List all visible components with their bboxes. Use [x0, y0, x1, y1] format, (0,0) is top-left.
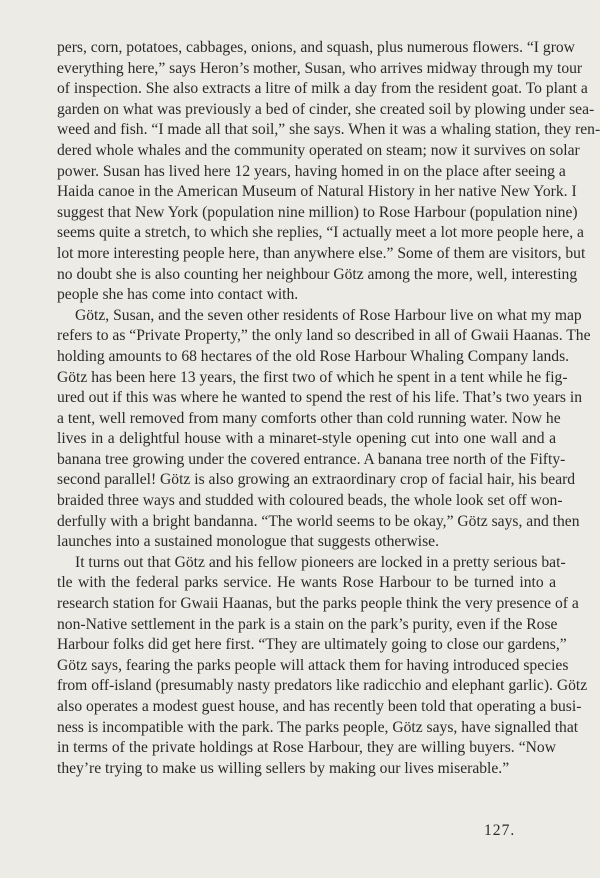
text-line: of inspection. She also extracts a litre of milk a day from the resident goat. To plant a	[57, 80, 588, 98]
text-line: It turns out that Götz and his fellow pioneers are locked in a pretty serious bat-	[75, 553, 566, 571]
text-line: lives in a delightful house with a minaret-style opening cut into one wall and a	[57, 430, 556, 448]
text-line: seems quite a stretch, to which she replies, “I actually meet a lot more people here, a	[57, 224, 584, 242]
text-line: garden on what was previously a bed of cinder, she created soil by plowing under sea-	[57, 100, 595, 118]
text-line: launches into a sustained monologue that suggests otherwise.	[57, 533, 439, 551]
text-line: from off-island (presumably nasty predators like radicchio and elephant garlic). Götz	[57, 677, 588, 695]
text-line: dered whole whales and the community operated on steam; now it survives on solar	[57, 141, 580, 159]
text-line: Götz, Susan, and the seven other residents of Rose Harbour live on what my map	[75, 306, 582, 324]
text-line: everything here,” says Heron’s mother, Susan, who arrives midway through my tour	[57, 59, 583, 77]
text-line: refers to as “Private Property,” the only land so described in all of Gwaii Haanas. The	[57, 327, 591, 345]
page-number-value: 127	[484, 822, 511, 839]
page-number-dot: .	[510, 822, 516, 839]
text-line: Harbour folks did get here first. “They are ultimately going to close our gardens,”	[57, 636, 567, 654]
text-line: tle with the federal parks service. He wants Rose Harbour to be turned into a	[57, 574, 556, 592]
text-line: research station for Gwaii Haanas, but the parks people think the very presence of a	[57, 595, 579, 613]
text-line: Götz says, fearing the parks people will attack them for having introduced species	[57, 656, 569, 674]
text-line: ness is incompatible with the park. The parks people, Götz says, have signalled that	[57, 718, 579, 736]
page-number	[484, 822, 515, 840]
text-line: power. Susan has lived here 12 years, having homed in on the place after seeing a	[57, 162, 566, 180]
text-line: a tent, well removed from many comforts other than cold running water. Now he	[57, 409, 561, 427]
text-line: derfully with a bright bandanna. “The world seems to be okay,” Götz says, and then	[57, 512, 580, 530]
text-line: weed and fish. “I made all that soil,” she says. When it was a whaling station, they ren-	[57, 121, 600, 139]
paragraph-3	[57, 553, 588, 780]
text-line: Haida canoe in the American Museum of Natural History in her native New York. I	[57, 183, 577, 201]
paragraph-1	[57, 38, 600, 306]
text-line: suggest that New York (population nine million) to Rose Harbour (population nine)	[57, 203, 578, 221]
text-line: lot more interesting people here, than anywhere else.” Some of them are visitors, but	[57, 244, 586, 262]
text-line: ured out if this was where he wanted to spend the rest of his life. That’s two years in	[57, 389, 583, 407]
text-line: pers, corn, potatoes, cabbages, onions, and squash, plus numerous flowers. “I grow	[57, 39, 575, 56]
paragraph-2	[57, 306, 591, 553]
text-line: in terms of the private holdings at Rose Harbour, they are willing buyers. “Now	[57, 739, 556, 757]
text-line: people she has come into contact with.	[57, 286, 299, 304]
text-line: braided three ways and studded with coloured beads, the whole look set off won-	[57, 492, 563, 510]
text-line: second parallel! Götz is also growing an extraordinary crop of facial hair, his beard	[57, 471, 576, 489]
text-line: no doubt she is also counting her neighbour Götz among the more, well, interesting	[57, 265, 578, 283]
text-line: they’re trying to make us willing sellers by making our lives miserable.”	[57, 759, 510, 777]
text-line: non-Native settlement in the park is a stain on the park’s purity, even if the Rose	[57, 615, 558, 633]
text-line: Götz has been here 13 years, the first two of which he spent in a tent while he fig-	[57, 368, 568, 386]
body-text	[57, 38, 600, 779]
text-line: holding amounts to 68 hectares of the old Rose Harbour Whaling Company lands.	[57, 347, 570, 365]
text-line: also operates a modest guest house, and has recently been told that operating a busi-	[57, 698, 582, 715]
text-line: banana tree growing under the covered entrance. A banana tree north of the Fifty-	[57, 450, 566, 468]
